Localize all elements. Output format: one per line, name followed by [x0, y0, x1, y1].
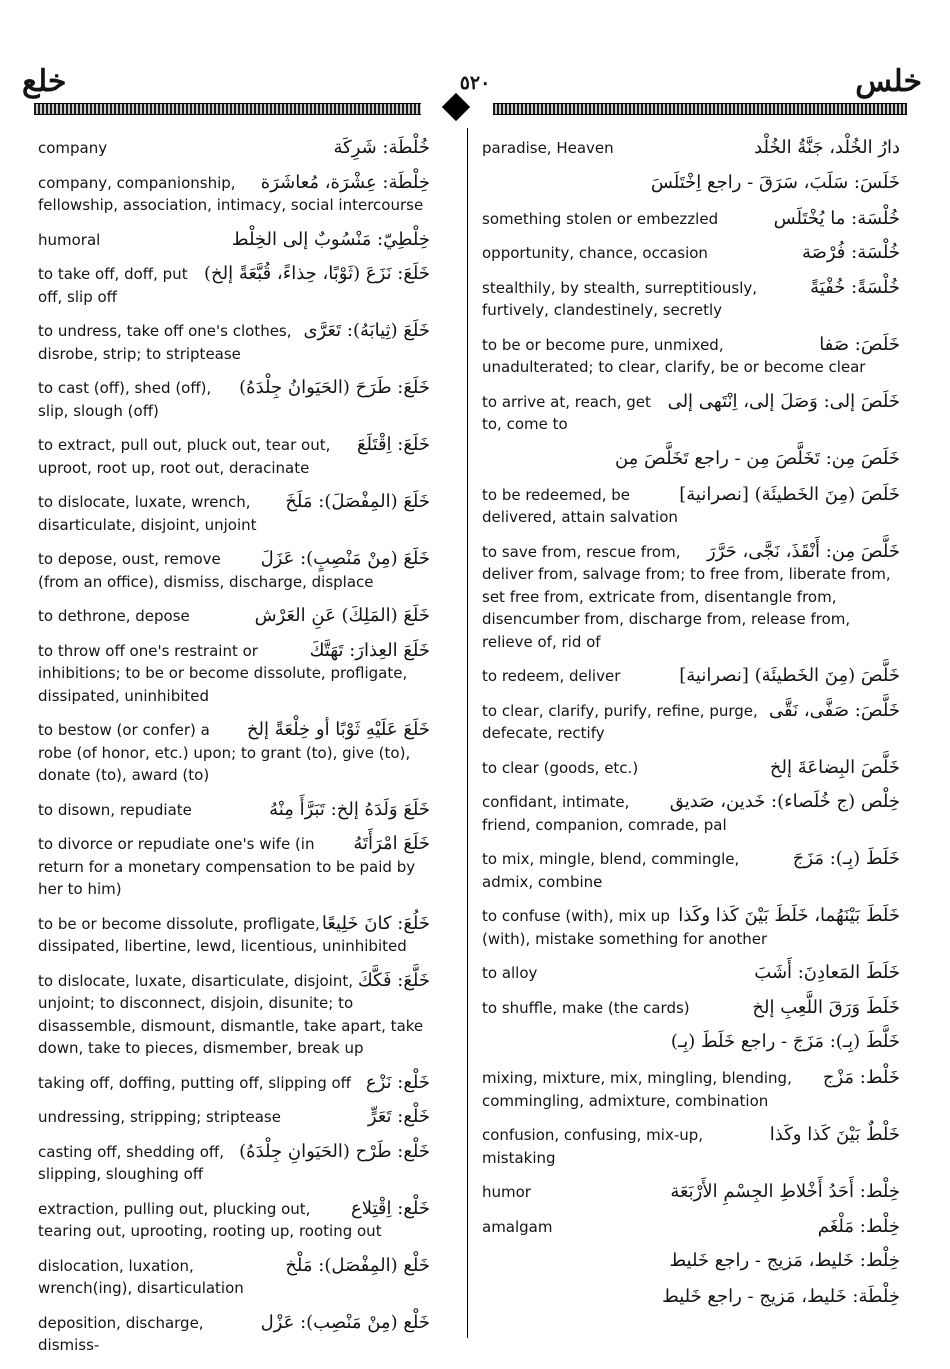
arabic-headword: خِلْص (ج خُلَصاء): خَدين، صَديق [669, 791, 900, 812]
dictionary-entry [38, 137, 430, 160]
arabic-headword: خَلُعَ: كانَ خَلِيعًا [321, 912, 430, 934]
dictionary-entry [38, 640, 430, 708]
arabic-headword: خِلْطِيّ: مَنْسُوبٌ إلى الخِلْط [231, 228, 430, 250]
dictionary-entry [38, 970, 430, 1060]
arabic-headword: خِلْط: خَليط، مَزيج - راجع خَليط [669, 1250, 900, 1271]
dictionary-entry [482, 277, 900, 322]
header-rule-right [493, 100, 907, 118]
arabic-headword: خَلَصَ (مِنَ الخَطيئَة) [نصرانية] [679, 483, 900, 505]
dictionary-entry [38, 377, 430, 422]
arabic-headword: خَلَعَ وَلَدَهُ إلخ: تَبَرَّأَ مِنْهُ [269, 798, 430, 820]
dictionary-entry [482, 700, 900, 745]
arabic-headword: خُلْسَةً: خُفْيَةً [810, 276, 900, 298]
header-diamond-ornament [442, 93, 470, 121]
dictionary-entry [482, 1181, 900, 1204]
arabic-headword: خَلْع: طَرْح (الحَيَوانِ جِلْدَهُ) [239, 1140, 430, 1162]
english-definition: confidant, intimate, friend, companion, comrade, pal [482, 793, 727, 834]
arabic-headword: خَلْع: نَزْع [365, 1071, 430, 1093]
dictionary-entry [482, 541, 900, 654]
english-definition: casting off, shedding off, slipping, sloughing off [38, 1142, 224, 1183]
english-definition: humoral [38, 230, 101, 249]
dictionary-entry [38, 719, 430, 787]
arabic-headword: خَلَعَ امْرَأَتَهُ [353, 833, 430, 854]
arabic-headword: خَلَعَ: طَرَحَ (الحَيَوانُ جِلْدَهُ) [239, 377, 430, 398]
arabic-headword: خِلْط: مَلْغَم [817, 1215, 900, 1237]
dictionary-entry [38, 1072, 430, 1095]
arabic-headword: خَلَطَ بَيْنَهُما، خَلَطَ بَيْنَ كَذا وكَذا [678, 905, 900, 926]
english-definition: to clear (goods, etc.) [482, 758, 639, 777]
english-definition: company [38, 139, 108, 157]
arabic-headword: خَلَعَ: نَزَعَ (ثَوْبًا، حِذاءً، قُبَّعَةً إلخ) [203, 263, 430, 284]
dictionary-entry [482, 997, 900, 1020]
english-definition: opportunity, chance, occasion [482, 244, 708, 262]
english-definition: to disown, repudiate [38, 800, 192, 819]
dictionary-entry [482, 962, 900, 985]
arabic-headword: خِلْطَة: عِشْرَة، مُعاشَرَة [260, 171, 430, 193]
dictionary-entry [482, 848, 900, 893]
arabic-headword: خَلَصَ إلى: وَصَلَ إلى، اِنْتَهى إلى [667, 390, 900, 412]
dictionary-entry [482, 1067, 900, 1112]
dictionary-entry [482, 1286, 900, 1308]
left-column [38, 137, 430, 1369]
dictionary-entry [482, 208, 900, 231]
dictionary-entry [38, 320, 430, 365]
english-definition: to save from, rescue from, deliver from, salvage from; to free from, liberate from, set free from, extricate from, disentangle from, disencumber from, discharge from, release from, relieve of, rid of [482, 542, 891, 651]
english-definition: to extract, pull out, pluck out, tear out, uproot, root up, root out, deracinate [38, 436, 331, 477]
dictionary-entry [38, 1312, 430, 1357]
arabic-headword: خَلَعَ (ثِيابَهُ): تَعَرَّى [303, 320, 430, 341]
dictionary-entry [38, 263, 430, 308]
arabic-headword: خَلَطَ (بِـ): مَزَجَ [792, 848, 900, 869]
dictionary-entry [38, 1255, 430, 1300]
arabic-headword: خَلْع: اِقْتِلاع [351, 1197, 430, 1219]
dictionary-entry [38, 1106, 430, 1129]
dictionary-entry [38, 172, 430, 217]
english-definition: to be or become pure, unmixed, unadulterated; to clear, clarify, be or become clear [482, 335, 866, 376]
dictionary-entry [482, 1216, 900, 1239]
english-definition: to throw off one's restraint or inhibitions; to be or become dissolute, profligate, dissipated, uninhibited [38, 641, 408, 705]
english-definition: amalgam [482, 1217, 553, 1236]
arabic-headword: خَلَّصَ مِن: أَنْقَذَ، نَجَّى، حَرَّرَ [707, 540, 900, 562]
english-definition: to clear, clarify, purify, refine, purge, defecate, rectify [482, 701, 758, 742]
english-definition: to be or become dissolute, profligate, dissipated, libertine, lewd, licentious, uninhibited [38, 914, 407, 955]
arabic-headword: خَلْطٌ بَيْنَ كَذا وكَذا [769, 1124, 900, 1145]
english-definition: to arrive at, reach, get to, come to [482, 392, 651, 433]
arabic-headword: خَلَسَ: سَلَبَ، سَرَقَ - راجع اِخْتَلَسَ [650, 171, 900, 193]
arabic-headword: خَلَعَ عَلَيْهِ ثَوْبًا أو خِلْعَةً إلخ [246, 719, 430, 740]
dictionary-entry [482, 448, 900, 470]
dictionary-entry [38, 491, 430, 536]
dictionary-entry [482, 334, 900, 379]
dictionary-entry [482, 484, 900, 529]
dictionary-entry [38, 1198, 430, 1243]
column-divider [467, 128, 468, 1338]
arabic-headword: خَلَّصَ: صَفَّى، نَقَّى [769, 699, 900, 721]
english-definition: something stolen or embezzled [482, 209, 719, 228]
english-definition: deposition, discharge, dismiss- [38, 1313, 204, 1354]
english-definition: to alloy [482, 964, 538, 982]
dictionary-entry [38, 229, 430, 252]
arabic-headword: خَلَعَ العِذارَ: تَهَتَّكَ [309, 639, 430, 661]
english-definition: paradise, Heaven [482, 139, 614, 157]
arabic-headword: خَلَطَ وَرَقَ اللَّعِبِ إلخ [752, 996, 900, 1018]
english-definition: stealthily, by stealth, surreptitiously, furtively, clandestinely, secretly [482, 278, 758, 319]
arabic-headword: خَلْع: تَعَرٍّ [367, 1106, 430, 1127]
dictionary-entry [482, 1250, 900, 1272]
dictionary-entry [482, 1124, 900, 1169]
page-number: ٥٢٠ [459, 72, 491, 94]
dictionary-entry [38, 605, 430, 628]
english-definition: humor [482, 1183, 531, 1201]
english-definition: to depose, oust, remove (from an office), dismiss, discharge, displace [38, 550, 374, 591]
arabic-headword: خُلْسَة: فُرْصَة [801, 242, 900, 263]
dictionary-entry [482, 137, 900, 160]
dictionary-entry [482, 391, 900, 436]
arabic-headword: خِلْط: أَحَدُ أَخْلاطِ الجِسْمِ الأَرْبَعَة [670, 1181, 900, 1202]
dictionary-entry [38, 913, 430, 958]
english-definition: to undress, take off one's clothes, disrobe, strip; to striptease [38, 322, 292, 363]
arabic-headword: خَلَّصَ البِضاعَةَ إلخ [769, 756, 900, 778]
dictionary-entry [38, 1141, 430, 1186]
arabic-headword: خَلْع (المِفْصَل): مَلْخ [285, 1254, 430, 1276]
arabic-headword: خَلَصَ مِن: تَخَلَّصَ مِن - راجع تَخَلَّصَ مِن [614, 447, 900, 469]
english-definition: to dislocate, luxate, disarticulate, disjoint, unjoint; to disconnect, disjoin, disunite; to disassemble, dismount, dismantle, take apart, take down, take to pieces, dismember, break up [38, 971, 424, 1057]
english-definition: to cast (off), shed (off), slip, slough (off) [38, 379, 212, 420]
english-definition: to confuse (with), mix up (with), mistake something for another [482, 907, 768, 948]
dictionary-entry [482, 905, 900, 950]
english-definition: to redeem, deliver [482, 667, 621, 685]
english-definition: mixing, mixture, mix, mingling, blending, commingling, admixture, combination [482, 1069, 792, 1110]
dictionary-entry [38, 434, 430, 479]
dictionary-entry [38, 833, 430, 901]
arabic-headword: خَلَّطَ (بِـ): مَزَجَ - راجع خَلَطَ (بِـ) [670, 1031, 900, 1052]
english-definition: to dislocate, luxate, wrench, disarticulate, disjoint, unjoint [38, 493, 257, 534]
arabic-headword: خِلْطَة: خَليط، مَزيج - راجع خَليط [662, 1286, 900, 1307]
arabic-headword: خَلَّعَ: فَكَّكَ [357, 969, 430, 991]
guide-word-right: خلس [855, 64, 922, 99]
english-definition: to shuffle, make (the cards) [482, 998, 690, 1017]
arabic-headword: خُلْطَة: شَرِكَة [333, 137, 430, 158]
english-definition: dislocation, luxation, wrench(ing), disarticulation [38, 1256, 244, 1297]
right-column [482, 137, 900, 1322]
english-definition: taking off, doffing, putting off, slipping off [38, 1073, 352, 1092]
arabic-headword: خَلَصَ: صَفا [819, 333, 900, 355]
arabic-headword: خَلَعَ (المَلِكَ) عَنِ العَرْش [254, 605, 430, 626]
english-definition: to dethrone, depose [38, 607, 190, 625]
english-definition: undressing, stripping; striptease [38, 1108, 281, 1126]
arabic-headword: خَلَعَ (المِفْصَلَ): مَلَخَ [285, 491, 430, 512]
dictionary-entry [38, 799, 430, 822]
english-definition: company, companionship, fellowship, association, intimacy, social intercourse [38, 173, 424, 214]
dictionary-entry [482, 1031, 900, 1053]
english-definition: to mix, mingle, blend, commingle, admix, combine [482, 850, 740, 891]
guide-word-left: خلع [22, 64, 67, 99]
dictionary-entry [482, 242, 900, 265]
dictionary-entry [482, 757, 900, 780]
english-definition: to take off, doff, put off, slip off [38, 265, 188, 306]
arabic-headword: خَلْط: مَزْج [822, 1067, 900, 1088]
arabic-headword: خَلَطَ المَعادِنَ: أَشَبَ [754, 962, 900, 983]
arabic-headword: خَلَّصَ (مِنَ الخَطيئَة) [نصرانية] [679, 665, 900, 686]
arabic-headword: خَلْع (مِنْ مَنْصِب): عَزْل [260, 1311, 430, 1333]
english-definition: confusion, confusing, mix-up, mistaking [482, 1126, 704, 1167]
arabic-headword: دارُ الخُلْد، جَنَّةُ الخُلْد [754, 137, 900, 158]
english-definition: to divorce or repudiate one's wife (in return for a monetary compensation to be paid by her to him) [38, 835, 416, 898]
english-definition: to be redeemed, be delivered, attain salvation [482, 485, 678, 526]
arabic-headword: خُلْسَة: ما يُخْتَلَس [773, 207, 900, 229]
dictionary-entry [482, 665, 900, 688]
dictionary-entry [482, 791, 900, 836]
arabic-headword: خَلَعَ (مِنْ مَنْصِبٍ): عَزَلَ [260, 548, 430, 569]
arabic-headword: خَلَعَ: اِقْتَلَعَ [356, 434, 430, 455]
english-definition: extraction, pulling out, plucking out, tearing out, uprooting, rooting up, rooting out [38, 1199, 382, 1240]
dictionary-entry [482, 172, 900, 194]
header-rule-left [34, 100, 421, 118]
english-definition: to bestow (or confer) a robe (of honor, etc.) upon; to grant (to), give (to), donate (to), award (to) [38, 721, 411, 784]
dictionary-entry [38, 548, 430, 593]
